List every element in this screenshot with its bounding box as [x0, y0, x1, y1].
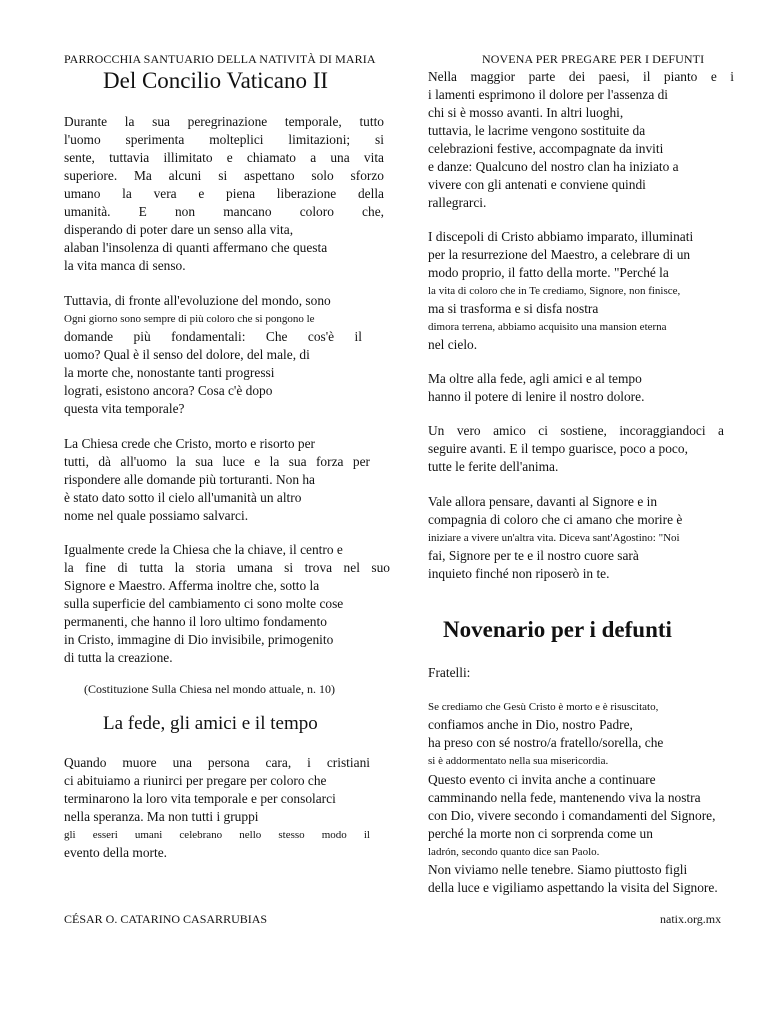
left-paragraph-5: [64, 754, 370, 862]
text-line: ci abituiamo a riunirci per pregare per coloro che: [64, 773, 327, 788]
text-line: ladrón, secondo quanto dice san Paolo.: [428, 846, 600, 858]
text-line: questa vita temporale?: [64, 401, 185, 416]
section-title: Novenario per i defunti: [443, 617, 672, 642]
text-line: vivere con gli antenati e conviene quindi: [428, 177, 646, 192]
text-line: camminando nella fede, mantenendo viva la nostra: [428, 790, 701, 805]
right-paragraph-5: [428, 493, 744, 583]
fratelli-label: Fratelli:: [428, 665, 471, 680]
text-line: superiore. Ma alcuni si aspettano solo sforzo: [64, 168, 384, 183]
text-line: ha preso con sé nostro/a fratello/sorella, che: [428, 735, 664, 750]
text-line: Ma oltre alla fede, agli amici e al tempo: [428, 371, 642, 386]
text-line: chi si è mosso avanti. In altri luoghi,: [428, 105, 624, 120]
text-line: umanità. E non mancano coloro che,: [64, 204, 384, 219]
text-line: I discepoli di Cristo abbiamo imparato, illuminati: [428, 229, 694, 244]
text-line: gli esseri umani celebrano nello stesso modo il: [64, 829, 370, 841]
text-line: hanno il potere di lenire il nostro dolore.: [428, 389, 645, 404]
text-line: di tutta la creazione.: [64, 650, 173, 665]
text-line: confiamos anche in Dio, nostro Padre,: [428, 717, 633, 732]
text-line: in Cristo, immagine di Dio invisibile, primogenito: [64, 632, 334, 647]
right-paragraph-3: [428, 370, 734, 406]
text-line: i lamenti esprimono il dolore per l'assenza di: [428, 87, 669, 102]
text-line: Vale allora pensare, davanti al Signore e in: [428, 494, 658, 509]
right-paragraph-6: [428, 698, 748, 770]
text-line: inquieto finché non riposerò in te.: [428, 566, 610, 581]
text-line: Questo evento ci invita anche a continuare: [428, 772, 656, 787]
text-line: domande più fondamentali: Che cos'è il: [64, 329, 362, 344]
left-subtitle: La fede, gli amici e il tempo: [103, 713, 318, 734]
text-line: tutte le ferite dell'anima.: [428, 459, 559, 474]
text-line: rispondere alle domande più torturanti. Non ha: [64, 472, 316, 487]
text-line: la vita di coloro che in Te crediamo, Signore, non finisce,: [428, 285, 681, 297]
text-line: la fine di tutta la storia umana si trova nel suo: [64, 560, 390, 575]
footer-author: CÉSAR O. CATARINO CASARRUBIAS: [64, 912, 268, 926]
header-parish-name: PARROCCHIA SANTUARIO DELLA NATIVITÀ DI MARIA: [64, 52, 376, 66]
text-line: nel cielo.: [428, 337, 478, 352]
text-line: umano la vera e piena liberazione della: [64, 186, 384, 201]
text-line: compagnia di coloro che ci amano che morire è: [428, 512, 683, 527]
text-line: terminarono la loro vita temporale e per consolarci: [64, 791, 336, 806]
text-line: Ogni giorno sono sempre di più coloro che si pongono le: [64, 313, 315, 325]
text-line: nella speranza. Ma non tutti i gruppi: [64, 809, 259, 824]
text-line: e danze: Qualcuno del nostro clan ha iniziato a: [428, 159, 679, 174]
text-line: Un vero amico ci sostiene, incoraggiandoci a: [428, 423, 724, 438]
text-line: dimora terrena, abbiamo acquisito una mansion eterna: [428, 321, 667, 333]
right-paragraph-8: [428, 861, 748, 897]
text-line: si è addormentato nella sua misericordia.: [428, 755, 609, 767]
right-paragraph-1: [428, 68, 734, 212]
left-paragraph-3: [64, 435, 370, 525]
text-line: Tuttavia, di fronte all'evoluzione del mondo, sono: [64, 293, 331, 308]
text-line: Nella maggior parte dei paesi, il pianto e i: [428, 69, 734, 84]
text-line: della luce e vigiliamo aspettando la visita del Signore.: [428, 880, 718, 895]
text-line: per la resurrezione del Maestro, a celebrare di un: [428, 247, 691, 262]
text-line: la vita manca di senso.: [64, 258, 186, 273]
text-line: ma si trasforma e si disfa nostra: [428, 301, 599, 316]
text-line: rallegrarci.: [428, 195, 487, 210]
text-line: sulla superficie del cambiamento ci sono molte cose: [64, 596, 344, 611]
text-line: modo proprio, il fatto della morte. "Perché la: [428, 265, 669, 280]
left-paragraph-1: [64, 113, 384, 275]
text-line: Non viviamo nelle tenebre. Siamo piuttosto figli: [428, 862, 688, 877]
text-line: La Chiesa crede che Cristo, morto e risorto per: [64, 436, 315, 451]
text-line: con Dio, vivere secondo i comandamenti del Signore,: [428, 808, 716, 823]
text-line: permanenti, che hanno il loro ultimo fondamento: [64, 614, 327, 629]
text-line: disperando di poter dare un senso alla vita,: [64, 222, 294, 237]
right-paragraph-2: [428, 228, 744, 354]
citation: (Costituzione Sulla Chiesa nel mondo attuale, n. 10): [84, 682, 335, 696]
text-line: Igualmente crede la Chiesa che la chiave, il centro e: [64, 542, 343, 557]
text-line: Se crediamo che Gesù Cristo è morto e è risuscitato,: [428, 701, 659, 713]
text-line: Signore e Maestro. Afferma inoltre che, sotto la: [64, 578, 320, 593]
text-line: sente, tuttavia illimitato e chiamato a una vita: [64, 150, 384, 165]
text-line: seguire avanti. E il tempo guarisce, poco a poco,: [428, 441, 688, 456]
text-line: la morte che, nonostante tanti progressi: [64, 365, 275, 380]
text-line: l'uomo sperimenta molteplici limitazioni; si: [64, 132, 384, 147]
text-line: tutti, dà all'uomo la sua luce e la sua forza per: [64, 454, 370, 469]
header-novena-title: NOVENA PER PREGARE PER I DEFUNTI: [482, 52, 705, 66]
text-line: è stato dato sotto il cielo all'umanità un altro: [64, 490, 302, 505]
text-line: evento della morte.: [64, 845, 167, 860]
text-line: Quando muore una persona cara, i cristiani: [64, 755, 370, 770]
footer-site: natix.org.mx: [660, 912, 722, 926]
text-line: alaban l'insolenza di quanti affermano che questa: [64, 240, 328, 255]
left-paragraph-2: [64, 292, 362, 418]
text-line: uomo? Qual è il senso del dolore, del male, di: [64, 347, 310, 362]
left-paragraph-4: [64, 541, 390, 667]
text-line: Durante la sua peregrinazione temporale, tutto: [64, 114, 384, 129]
left-title: Del Concilio Vaticano II: [103, 68, 329, 93]
text-line: lograti, esistono ancora? Cosa c'è dopo: [64, 383, 273, 398]
text-line: perché la morte non ci sorprenda come un: [428, 826, 653, 841]
text-line: tuttavia, le lacrime vengono sostituite da: [428, 123, 646, 138]
text-line: celebrazioni festive, accompagnate da inviti: [428, 141, 664, 156]
right-paragraph-4: [428, 422, 724, 476]
text-line: nome nel quale possiamo salvarci.: [64, 508, 249, 523]
right-paragraph-7: [428, 771, 748, 861]
text-line: iniziare a vivere un'altra vita. Diceva sant'Agostino: "Noi: [428, 532, 680, 544]
text-line: fai, Signore per te e il nostro cuore sarà: [428, 548, 639, 563]
